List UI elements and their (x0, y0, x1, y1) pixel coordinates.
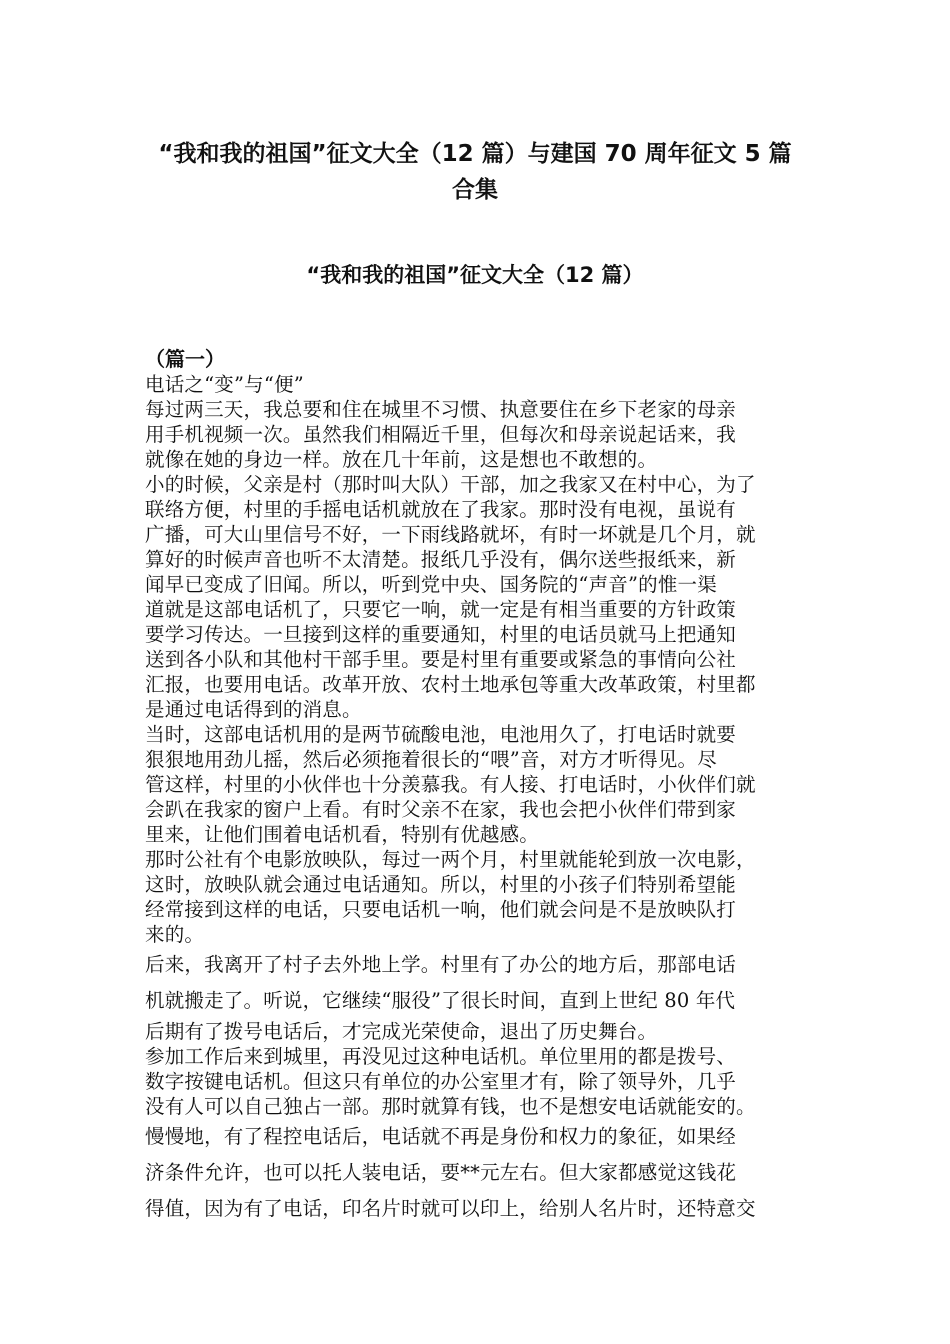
text-line: 数字按键电话机。但这只有单位的办公室里才有，除了领导外，几乎 (145, 1070, 737, 1093)
text-line: 这时，放映队就会通过电话通知。所以，村里的小孩子们特别希望能 (145, 873, 737, 896)
document-subtitle: “我和我的祖国”征文大全（12 篇） (306, 263, 644, 287)
text-line: 来的。 (145, 923, 205, 946)
text-line: 每过两三天，我总要和住在城里不习惯、执意要住在乡下老家的母亲 (145, 398, 737, 421)
text-line: 狠狠地用劲儿摇，然后必须拖着很长的“喂”音，对方才听得见。尽 (145, 748, 717, 771)
text-line: 后来，我离开了村子去外地上学。村里有了办公的地方后，那部电话 (145, 953, 737, 976)
text-line: 得值，因为有了电话，印名片时就可以印上，给别人名片时，还特意交 (145, 1197, 756, 1220)
text-line: 当时，这部电话机用的是两节硫酸电池，电池用久了，打电话时就要 (145, 723, 737, 746)
text-line: 广播，可大山里信号不好，一下雨线路就坏，有时一坏就是几个月，就 (145, 523, 756, 546)
text-line: 会趴在我家的窗户上看。有时父亲不在家，我也会把小伙伴们带到家 (145, 798, 737, 821)
text-line: 济条件允许，也可以托人装电话，要**元左右。但大家都感觉这钱花 (145, 1161, 737, 1184)
text-line: 闻早已变成了旧闻。所以，听到党中央、国务院的“声音”的惟一渠 (145, 573, 717, 596)
text-line: 小的时候，父亲是村（那时叫大队）干部，加之我家又在村中心，为了 (145, 473, 756, 496)
section-label: （篇一） (145, 347, 225, 371)
text-line: 就像在她的身边一样。放在几十年前，这是想也不敢想的。 (145, 448, 658, 471)
text-line: 那时公社有个电影放映队，每过一两个月，村里就能轮到放一次电影， (145, 848, 756, 871)
body-text (145, 372, 815, 1227)
text-line: 汇报，也要用电话。改革开放、农村土地承包等重大改革政策，村里都 (145, 673, 756, 696)
text-line: 道就是这部电话机了，只要它一响，就一定是有相当重要的方针政策 (145, 598, 737, 621)
title-line-1: “我和我的祖国”征文大全（12 篇）与建国 70 周年征文 5 篇 (158, 141, 792, 167)
text-line: 慢慢地，有了程控电话后，电话就不再是身份和权力的象征，如果经 (145, 1125, 737, 1148)
text-line: 后期有了拨号电话后，才完成光荣使命，退出了历史舞台。 (145, 1020, 658, 1043)
text-line: 是通过电话得到的消息。 (145, 698, 362, 721)
title-line-2: 合集 (452, 177, 498, 203)
essay-heading: 电话之“变”与“便” (145, 373, 304, 396)
text-line: 要学习传达。一旦接到这样的重要通知，村里的电话员就马上把通知 (145, 623, 737, 646)
text-line: 里来，让他们围着电话机看，特别有优越感。 (145, 823, 540, 846)
text-line: 没有人可以自己独占一部。那时就算有钱，也不是想安电话就能安的。 (145, 1095, 756, 1118)
text-line: 参加工作后来到城里，再没见过这种电话机。单位里用的都是拨号、 (145, 1045, 737, 1068)
text-line: 用手机视频一次。虽然我们相隔近千里，但每次和母亲说起话来，我 (145, 423, 737, 446)
text-line: 送到各小队和其他村干部手里。要是村里有重要或紧急的事情向公社 (145, 648, 737, 671)
text-line: 经常接到这样的电话，只要电话机一响，他们就会问是不是放映队打 (145, 898, 737, 921)
document-title (120, 136, 830, 208)
text-line: 机就搬走了。听说，它继续“服役”了很长时间，直到上世纪 80 年代 (145, 989, 736, 1012)
text-line: 联络方便，村里的手摇电话机就放在了我家。那时没有电视，虽说有 (145, 498, 737, 521)
text-line: 算好的时候声音也听不太清楚。报纸几乎没有，偶尔送些报纸来，新 (145, 548, 737, 571)
text-line: 管这样，村里的小伙伴也十分羡慕我。有人接、打电话时，小伙伴们就 (145, 773, 756, 796)
